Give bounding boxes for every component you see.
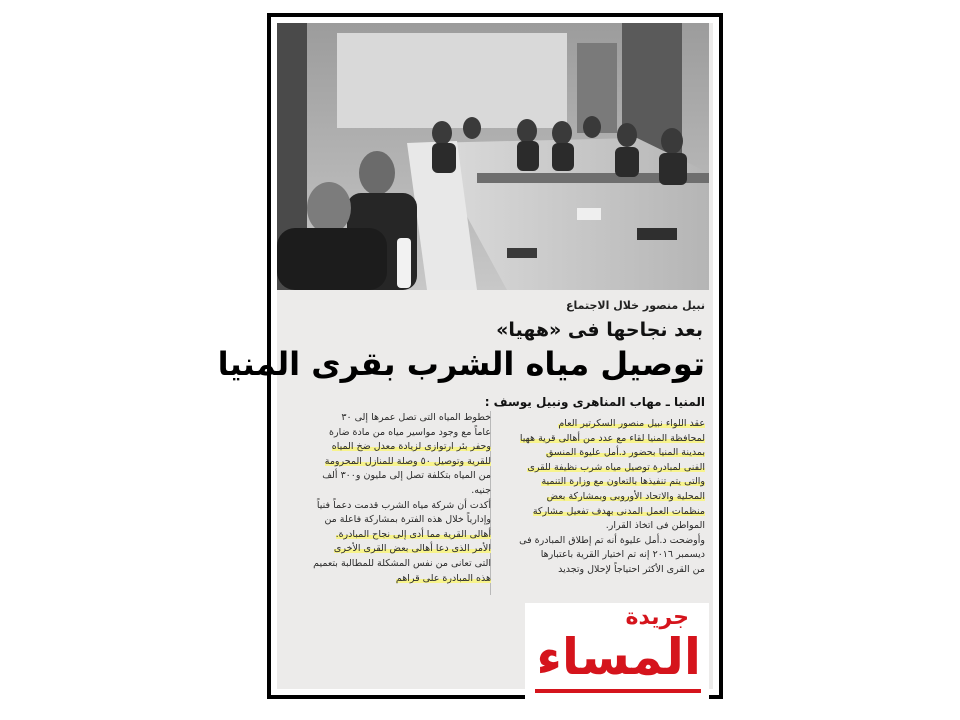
column-line: والتى يتم تنفيذها بالتعاون مع وزارة التنمية xyxy=(541,476,705,488)
column-line: الفنى لمبادرة توصيل مياه شرب نظيفة للقرى xyxy=(527,461,705,473)
column-line: أكدت أن شركة مياه الشرب قدمت دعماً فنياً xyxy=(316,499,491,511)
column-line: ديسمبر ٢٠١٦ إنه تم اختيار القرية باعتبارها xyxy=(540,549,705,561)
column-line: بمدينة المنيا بحضور د.أمل عليوة المنسق xyxy=(545,447,705,459)
article-column-right xyxy=(507,417,705,578)
meeting-photo-graphic xyxy=(277,23,709,290)
photo-caption: نبيل منصور خلال الاجتماع xyxy=(565,299,705,312)
column-line: هذه المبادرة على قراهم xyxy=(395,572,491,584)
column-line: خطوط المياه التى تصل عمرها إلى ٣٠ xyxy=(341,412,491,423)
article-column-left xyxy=(287,411,491,586)
meeting-photo xyxy=(277,23,709,290)
column-line: للقرية وتوصيل ٥٠ وصلة للمنازل المحرومة xyxy=(324,455,491,467)
column-line: التى تعانى من نفس المشكلة للمطالبة بتعميم xyxy=(313,557,491,569)
column-line: من القرى الأكثر احتياجاً لإحلال وتجديد xyxy=(558,563,705,575)
newspaper-masthead-logo xyxy=(525,603,709,699)
clipping-frame xyxy=(217,13,723,699)
column-line: وحفر بئر ارتوازى لزيادة معدل ضخ المياه xyxy=(331,441,491,453)
column-line: جنيه. xyxy=(471,484,491,496)
frame-inner-border xyxy=(217,17,719,695)
column-line: وأوضحت د.أمل عليوة أنه تم إطلاق المبادرة فى xyxy=(519,534,705,546)
column-line: الأمر الذى دعا أهالى بعض القرى الأخرى xyxy=(333,543,491,555)
masthead-underline xyxy=(535,689,701,693)
column-line: منظمات العمل المدنى بهدف تفعيل مشاركة xyxy=(532,505,705,517)
column-line: المحلية والاتحاد الأوروبى وبمشاركة بعض xyxy=(546,490,705,502)
article-byline: المنيا ـ مهاب المناهرى ونبيل يوسف : xyxy=(484,395,705,409)
column-line: عاماً مع وجود مواسير مياه من مادة ضارة xyxy=(329,426,491,438)
column-line: المواطن فى اتخاذ القرار. xyxy=(605,520,705,532)
column-line: وإدارياً خلال هذه الفترة بمشاركة فاعلة من xyxy=(324,514,491,526)
masthead-title: المساء xyxy=(536,628,701,686)
column-line: أهالى القرية مما أدى إلى نجاح المبادرة. xyxy=(335,528,491,540)
article-headline: توصيل مياه الشرب بقرى المنيا xyxy=(217,345,705,383)
column-line: لمحافظة المنيا لقاء مع عدد من أهالى قرية ههيا xyxy=(519,432,705,444)
masthead-small-text: جريدة xyxy=(625,605,689,630)
newspaper-clipping xyxy=(217,23,713,689)
column-line: عقد اللواء نبيل منصور السكرتير العام xyxy=(558,418,705,429)
article-subheadline: بعد نجاحها فى «ههيا» xyxy=(496,319,703,341)
column-line: من المياه بتكلفة تصل إلى مليون و٣٠٠ ألف xyxy=(322,470,491,482)
